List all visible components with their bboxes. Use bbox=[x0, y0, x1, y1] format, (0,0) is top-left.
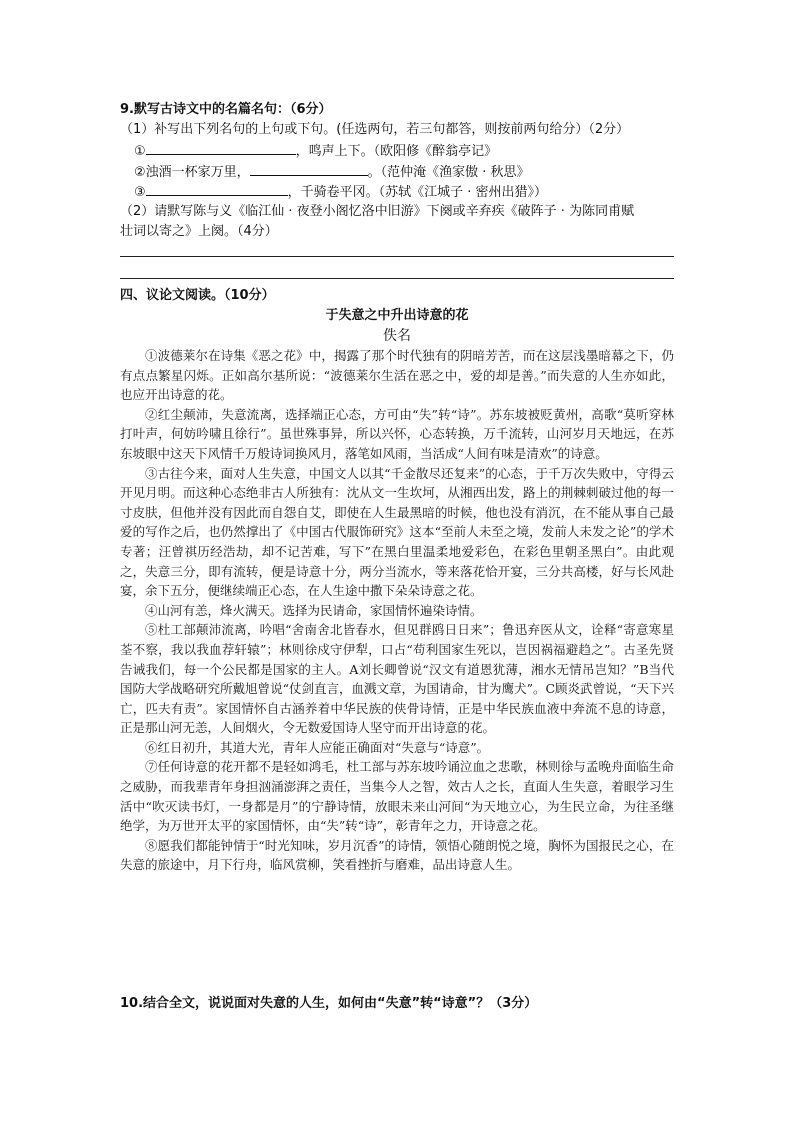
question-9-part-2-line-1: （2）请默写陈与义《临江仙 · 夜登小阁忆洛中旧游》下阕或辛弃疾《破阵子 · 为陈同甫赋 bbox=[120, 204, 635, 219]
answer-line-1[interactable] bbox=[120, 256, 674, 257]
question-9-item-2 bbox=[134, 161, 530, 183]
question-10-title: 10.结合全文，说说面对失意的人生，如何由“失意”转“诗意”？（3分） bbox=[120, 996, 538, 1011]
item-2-text-b: 。（范仲淹《渔家傲 · 秋思》 bbox=[367, 165, 530, 180]
paragraph-8: ⑧愿我们都能钟情于“时光知味，岁月沉香”的诗情，领悟心随朗悦之境，胸怀为国报民之心，在失意的旅途中，月下行舟，临风赏柳，笑看挫折与磨难，品出诗意人生。 bbox=[120, 837, 674, 873]
item-1-number: ① bbox=[134, 144, 146, 159]
answer-blank-3[interactable] bbox=[146, 181, 288, 196]
answer-blank-1[interactable] bbox=[146, 140, 296, 155]
question-9-title: 9.默写古诗文中的名篇名句：（6分） bbox=[120, 102, 332, 117]
paragraph-3: ③古往今来，面对人生失意，中国文人以其“千金散尽还复来”的心态，于千万次失败中，守得云开见月明。而这种心态绝非古人所独有：沈从文一生坎坷，从湘西出发，路上的荆棘刺破过他的每一寸皮肤，但他并没有因此而自怨自艾，即使在人生最黑暗的时候，他也没有消沉，在不能从事自己最爱的写作之后，也仍然撑出了《中国古代服饰研究》这本“至前人未至之境，发前人未发之论”的学术专著；汪曾祺历经浩劫，却不记苦难，写下”在黑白里温柔地爱彩色，在彩色里朝圣黑白”。由此观之，失意三分，即有流转，便是诗意十分，两分当流水，等来落花恰开宴，三分共高楼，好与长风赴宴，余下五分，便继续端正心态，在人生途中撒下朵朵诗意之花。 bbox=[120, 465, 674, 599]
paragraph-5: ⑤杜工部颠沛流离，吟唱“舍南舍北皆春水，但见群鸥日日来”；鲁迅弃医从文，诠释“寄意寒星荃不察，我以我血荐轩辕”；林则徐戍守伊犁，口占“苟利国家生死以，岂因祸福避趋之”。古圣先贤告诫我们，每一个公民都是国家的主人。A刘长卿曾说“汉文有道恩犹薄，湘水无情吊岂知？”B当代国防大学战略研究所戴旭曾说“仗剑直言，血溅文章，为国请命，甘为鹰犬”。C顾炎武曾说，“天下兴亡，匹夫有责”。家国情怀自古涵养着中华民族的侠骨诗情，正是中华民族血液中奔流不息的诗意，正是那山河无恙，人间烟火，令无数爱国诗人坚守而开出诗意的花。 bbox=[120, 622, 674, 736]
article-author: 佚名 bbox=[383, 328, 411, 344]
paragraph-7: ⑦任何诗意的花开都不是轻如鸿毛，杜工部与苏东坡吟诵泣血之悲歌，林则徐与孟晚舟面临生命之威胁，而我辈青年身担汹涌澎湃之责任，当集今人之智，效古人之长，直面人生失意，着眼学习生活中“吹灭读书灯，一身都是月”的宁静诗情，放眼未来山河间“为天地立心，为生民立命，为往圣继绝学，为万世开太平的家国情怀，由“失”转“诗”，彰青年之力，开诗意之花。 bbox=[120, 759, 674, 834]
paragraph-2: ②红尘颠沛，失意流离，选择端正心态，方可由“失”转“诗”。苏东坡被贬黄州，高歌“莫听穿林打叶声，何妨吟啸且徐行”。虽世殊事异，所以兴怀，心态转换，万千流转，山河岁月天地远，在苏东坡眼中这天下风情千万般诗词换风月，落笔如风雨，当活成“人间有味是清欢”的诗意。 bbox=[120, 406, 674, 461]
answer-line-2[interactable] bbox=[120, 278, 674, 279]
answer-blank-2[interactable] bbox=[250, 161, 368, 176]
question-9-item-1 bbox=[134, 140, 497, 162]
paragraph-1: ①波德莱尔在诗集《恶之花》中，揭露了那个时代独有的阴暗芳苦，而在这层浅墨暗幕之下，仍有点点繁星闪烁。正如高尔基所说：“波德莱尔生活在恶之中，爱的却是善。”而失意的人生亦如此，也应开出诗意的花。 bbox=[120, 348, 674, 403]
question-9-part-2-line-2: 壮词以寄之》上阕。（4分） bbox=[120, 224, 278, 239]
paragraph-6: ⑥红日初升，其道大光，青年人应能正确面对“失意与“诗意”。 bbox=[145, 739, 490, 755]
item-3-text: ，千骑卷平冈。（苏轼《江城子 · 密州出猎》） bbox=[287, 185, 548, 200]
question-9-part-1: （1）补写出下列名句的上句或下句。(任选两句，若三句都答，则按前两句给分）（2分） bbox=[120, 122, 630, 137]
item-3-number: ③ bbox=[134, 185, 146, 200]
question-9-item-3 bbox=[134, 181, 547, 203]
item-1-text: ，鸣声上下。（欧阳修《醉翁亭记》 bbox=[295, 144, 498, 159]
item-2-text-a: ②浊酒一杯家万里， bbox=[134, 165, 250, 180]
article-body bbox=[120, 346, 674, 875]
section-4-heading: 四、议论文阅读。（10分） bbox=[120, 288, 275, 303]
article-title: 于失意之中升出诗意的花 bbox=[325, 308, 469, 323]
paragraph-4: ④山河有恙，烽火满天。选择为民请命，家国情怀遍染诗情。 bbox=[145, 602, 483, 618]
